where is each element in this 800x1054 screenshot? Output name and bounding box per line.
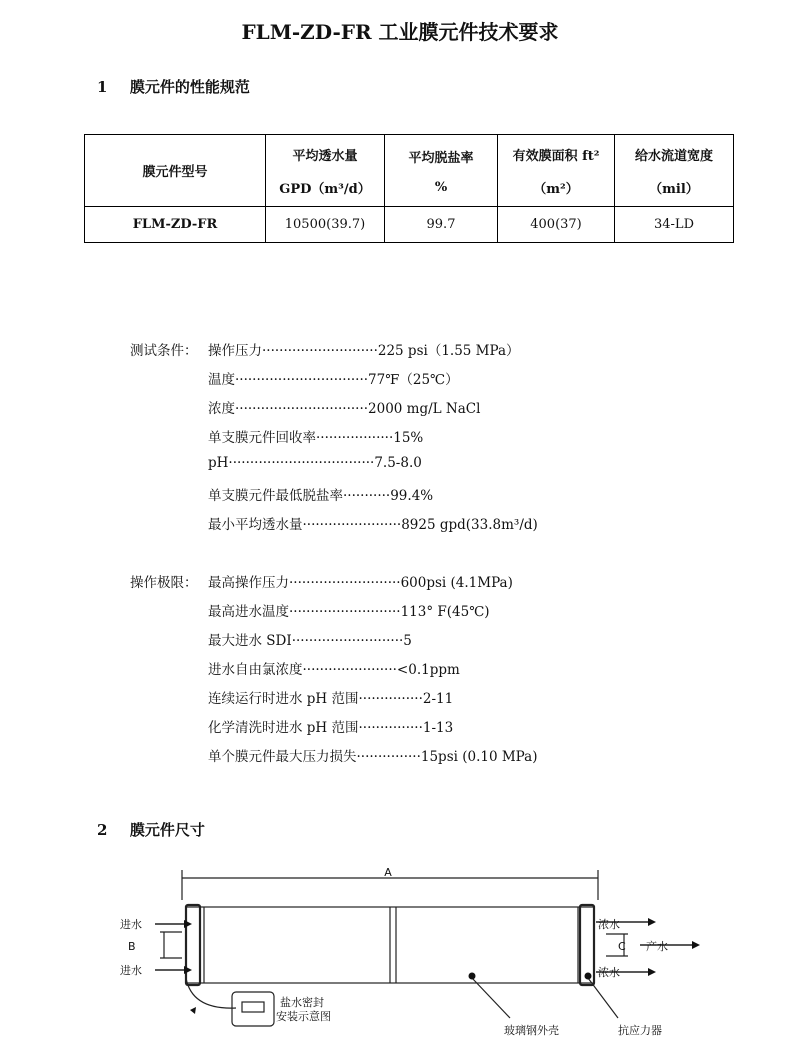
document-title: FLM-ZD-FR 工业膜元件技术要求 xyxy=(241,20,559,44)
item-value: <0.1ppm xyxy=(396,662,460,678)
item-value: 15% xyxy=(393,430,424,446)
test-conditions-label: 测试条件： xyxy=(130,343,198,359)
list-item xyxy=(208,571,513,591)
header-flow-unit: GPD（m³/d） xyxy=(279,181,371,197)
performance-spec-table xyxy=(84,134,734,243)
leader-dots: ·························· xyxy=(289,604,401,620)
header-cell-model xyxy=(85,135,266,207)
header-rejection-unit: % xyxy=(434,179,448,195)
leader-dots: ······················ xyxy=(302,662,397,678)
item-name: 单支膜元件回收率 xyxy=(208,430,316,446)
concentrate-bottom-label: 浓水 xyxy=(598,966,620,979)
list-item xyxy=(208,600,490,620)
item-name: 连续运行时进水 pH 范围 xyxy=(208,691,359,707)
list-item xyxy=(208,426,423,446)
item-name: 浓度 xyxy=(208,401,235,417)
section-1-title: 膜元件的性能规范 xyxy=(129,78,250,96)
dim-b-label: B xyxy=(128,940,136,953)
item-name: pH xyxy=(208,455,229,471)
seal-inset-body xyxy=(242,1002,264,1012)
list-item xyxy=(208,368,459,388)
dim-c-label: C xyxy=(618,940,626,953)
operating-limits-label: 操作极限： xyxy=(130,575,198,591)
inlet-arrowhead-bottom xyxy=(184,966,192,974)
header-area-unit: （m²） xyxy=(533,181,579,197)
list-item xyxy=(208,455,422,471)
list-item xyxy=(208,629,412,649)
concentrate-top-label: 浓水 xyxy=(598,918,620,931)
item-value: 8925 gpd(33.8m³/d) xyxy=(401,517,538,533)
item-name: 最高进水温度 xyxy=(208,604,289,620)
shell-label: 玻璃钢外壳 xyxy=(504,1024,559,1037)
leader-dots: ··························· xyxy=(262,343,378,359)
header-cell-rejection xyxy=(385,135,498,207)
section-2-title: 膜元件尺寸 xyxy=(129,821,205,839)
item-value: 77℉（25℃） xyxy=(368,372,459,388)
seal-label-2: 安装示意图 xyxy=(276,1010,331,1023)
item-value: 99.4% xyxy=(390,488,434,504)
section-2-heading xyxy=(97,819,205,840)
item-name: 最大进水 SDI xyxy=(208,633,292,649)
list-item xyxy=(208,716,453,736)
leader-dots: ··············· xyxy=(358,720,423,736)
header-cell-area xyxy=(498,135,615,207)
table-cell-flow: 10500(39.7) xyxy=(266,207,385,243)
leader-dots: ··········· xyxy=(343,488,391,504)
list-item xyxy=(208,513,538,533)
inlet-top-label: 进水 xyxy=(120,918,142,931)
header-model-label: 膜元件型号 xyxy=(142,165,208,180)
element-dimension-diagram xyxy=(0,850,800,1045)
seal-label-1: 盐水密封 xyxy=(280,996,324,1009)
leader-dots: ·························· xyxy=(289,575,401,591)
list-item xyxy=(208,687,453,707)
item-name: 温度 xyxy=(208,372,235,388)
permeate-arrowhead xyxy=(692,941,700,949)
item-name: 进水自由氯浓度 xyxy=(208,662,303,678)
list-item xyxy=(208,658,460,678)
leader-dots: ··············· xyxy=(356,749,421,765)
atd-point xyxy=(585,973,592,980)
concentrate-arrowhead-top xyxy=(648,918,656,926)
leader-dots: ······················· xyxy=(302,517,402,533)
table-cell-area: 400(37) xyxy=(498,207,615,243)
section-2-number: 2 xyxy=(97,821,108,839)
item-value: 113° F(45℃) xyxy=(400,604,490,620)
inlet-bottom-label: 进水 xyxy=(120,964,142,977)
item-name: 最高操作压力 xyxy=(208,575,289,591)
list-item xyxy=(208,745,537,765)
concentrate-arrowhead-bottom xyxy=(648,968,656,976)
seal-leader-arrowhead xyxy=(190,1007,196,1014)
seal-inset-frame xyxy=(232,992,274,1026)
table-cell-rejection: 99.7 xyxy=(385,207,498,243)
atd-leader xyxy=(588,978,618,1018)
item-name: 化学清洗时进水 pH 范围 xyxy=(208,720,359,736)
leader-dots: ·························· xyxy=(291,633,404,649)
leader-dots: ······························· xyxy=(235,401,369,417)
section-1-heading xyxy=(97,76,250,97)
leader-dots: ······························· xyxy=(235,372,369,388)
leader-dots: ··············· xyxy=(358,691,423,707)
leader-dots: ·································· xyxy=(228,455,375,471)
item-value: 2-11 xyxy=(422,691,454,707)
left-end-cap xyxy=(186,905,200,985)
list-item xyxy=(208,484,433,504)
item-name: 最小平均透水量 xyxy=(208,517,303,533)
permeate-label: 产水 xyxy=(646,940,668,953)
table-cell-model: FLM-ZD-FR xyxy=(85,207,266,243)
header-cell-flow xyxy=(266,135,385,207)
header-area-label: 有效膜面积 ft² xyxy=(512,148,600,164)
list-item xyxy=(208,397,480,417)
item-name: 单支膜元件最低脱盐率 xyxy=(208,488,343,504)
item-value: 2000 mg/L NaCl xyxy=(368,401,481,417)
shell-point xyxy=(469,973,476,980)
table-row xyxy=(85,207,734,243)
item-value: 15psi (0.10 MPa) xyxy=(420,749,538,765)
header-spacer-label: 给水流道宽度 xyxy=(634,148,713,164)
item-value: 7.5-8.0 xyxy=(374,455,422,471)
table-cell-spacer: 34-LD xyxy=(615,207,734,243)
item-name: 单个膜元件最大压力损失 xyxy=(208,749,357,765)
header-cell-spacer xyxy=(615,135,734,207)
section-1-number: 1 xyxy=(97,78,108,96)
shell-leader xyxy=(472,978,510,1018)
item-value: 1-13 xyxy=(422,720,454,736)
item-value: 5 xyxy=(403,633,412,649)
item-value: 225 psi（1.55 MPa） xyxy=(377,343,520,359)
table-header-row xyxy=(85,135,734,207)
item-name: 操作压力 xyxy=(208,343,262,359)
header-flow-label: 平均透水量 xyxy=(292,148,358,164)
dim-a-label: A xyxy=(384,866,392,879)
inlet-arrowhead-top xyxy=(184,920,192,928)
header-rejection-label: 平均脱盐率 xyxy=(408,150,474,166)
antitelescoping-label: 抗应力器 xyxy=(618,1024,662,1037)
header-spacer-unit: （mil） xyxy=(649,181,699,197)
item-value: 600psi (4.1MPa) xyxy=(400,575,513,591)
list-item xyxy=(208,339,520,359)
leader-dots: ·················· xyxy=(316,430,394,446)
